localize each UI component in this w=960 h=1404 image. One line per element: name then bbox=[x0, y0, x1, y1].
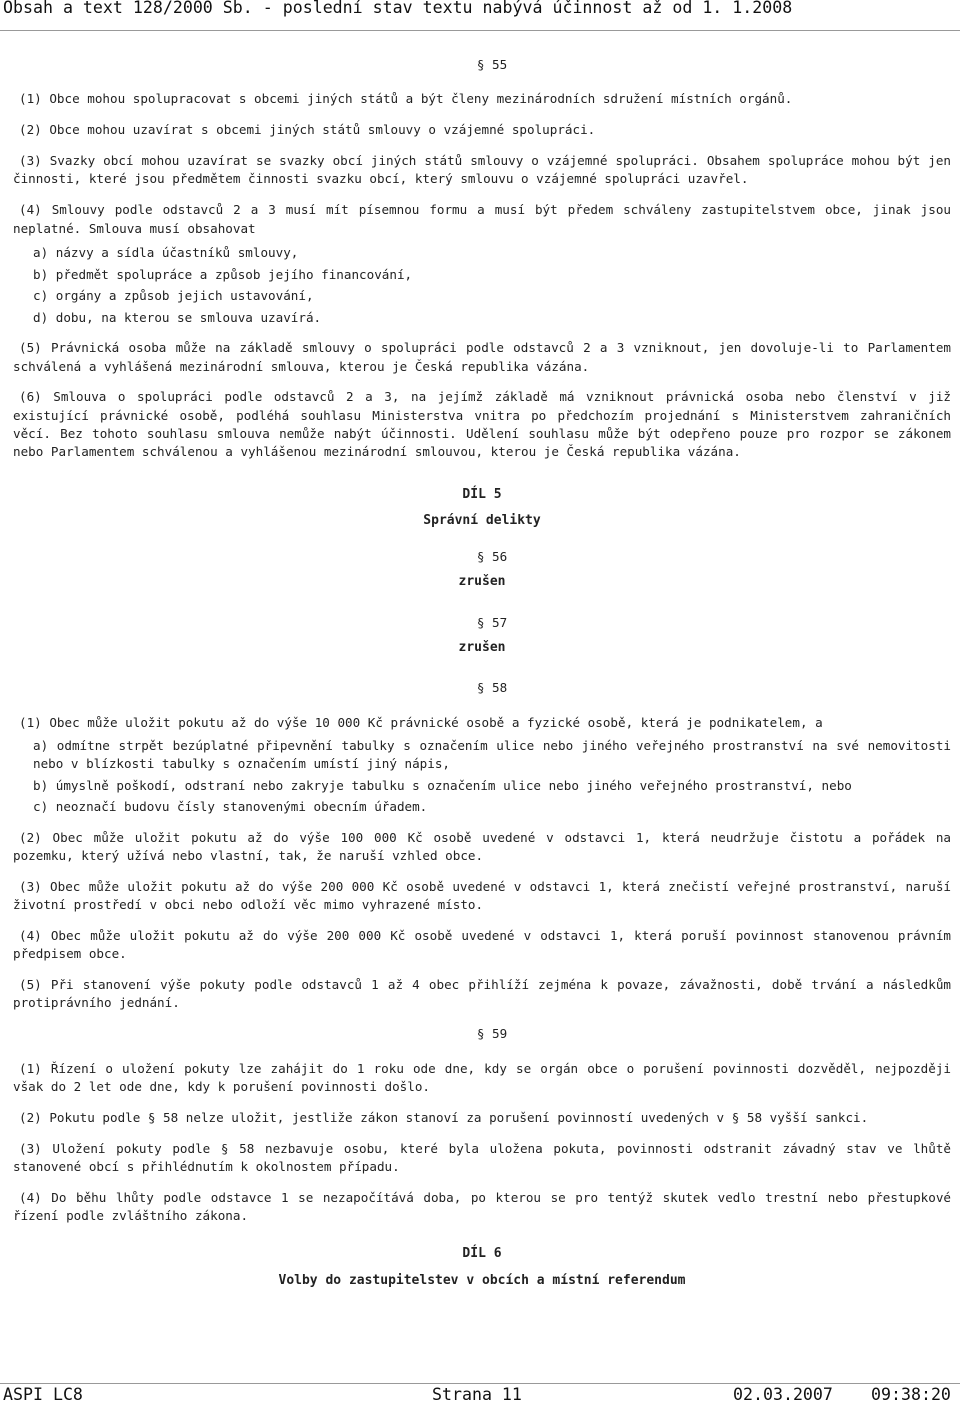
paragraph-59-1: (1) Řízení o uložení pokuty lze zahájit do 1 roku ode dne, kdy se orgán obce o porušení povinnosti dozvěděl, nejpozději však do 2 let ode dne, kdy k porušení povinnosti došlo. bbox=[13, 1060, 951, 1094]
section-heading-57: § 57 bbox=[476, 614, 508, 630]
paragraph-59-2: (2) Pokutu podle § 58 nelze uložit, jestliže zákon stanoví za porušení povinností uvedených v § 58 vyšší sankci. bbox=[19, 1109, 869, 1125]
part-label-5: DÍL 5 bbox=[462, 486, 502, 502]
footer-page-number: Strana 11 bbox=[432, 1385, 522, 1404]
paragraph-58-1: (1) Obec může uložit pokutu až do výše 10 000 Kč právnické osobě a fyzické osobě, která je podnikatelem, a bbox=[19, 714, 823, 730]
paragraph-58-4: (4) Obec může uložit pokutu až do výše 200 000 Kč osobě uvedené v odstavci 1, která poruší povinnost stanovenou právním předpisem obce. bbox=[13, 927, 951, 962]
list-item: a) odmítne strpět bezúplatné připevnění tabulky s označením ulice nebo jiného veřejného prostranství na své nemovitosti nebo v blízkosti tabulky s označením umístí jiný nápis, bbox=[33, 737, 951, 772]
list-item: c) neoznačí budovu čísly stanovenými obecním úřadem. bbox=[33, 799, 428, 815]
part-title-5: Správní delikty bbox=[423, 512, 541, 528]
part-label-6: DÍL 6 bbox=[462, 1246, 502, 1262]
list-item: a) názvy a sídla účastníků smlouvy, bbox=[33, 245, 299, 261]
section-status-56: zrušen bbox=[458, 574, 506, 590]
section-heading-59: § 59 bbox=[476, 1026, 508, 1042]
paragraph-59-4: (4) Do běhu lhůty podle odstavce 1 se nezapočítává doba, po kterou se pro tentýž skutek vedlo trestní nebo přestupkové řízení podle zvláštního zákona. bbox=[13, 1189, 951, 1224]
list-item: c) orgány a způsob jejich ustavování, bbox=[33, 288, 314, 304]
section-heading-58: § 58 bbox=[476, 680, 508, 696]
list-item: b) úmyslně poškodí, odstraní nebo zakryje tabulku s označením ulice nebo jiného veřejného prostranství, nebo bbox=[33, 777, 852, 793]
footer-divider bbox=[0, 1383, 960, 1384]
document-title: Obsah a text 128/2000 Sb. - poslední stav textu nabývá účinnost až od 1. 1.2008 bbox=[3, 0, 793, 17]
paragraph-55-2: (2) Obce mohou uzavírat s obcemi jiných států smlouvy o vzájemné spolupráci. bbox=[19, 122, 596, 138]
paragraph-58-3: (3) Obec může uložit pokutu až do výše 200 000 Kč osobě uvedené v odstavci 1, která znečistí veřejné prostranství, naruší životní prostředí v obci nebo odloží věc mimo vyhrazené místo. bbox=[13, 878, 951, 912]
paragraph-59-3: (3) Uložení pokuty podle § 58 nezbavuje osobu, které byla uložena pokuta, povinnosti odstranit závadný stav ve lhůtě stanovené obcí s přihlédnutím k okolnostem případu. bbox=[13, 1140, 951, 1174]
paragraph-55-4: (4) Smlouvy podle odstavců 2 a 3 musí mít písemnou formu a musí být předem schváleny zastupitelstvem obce, jinak jsou neplatné. Smlouva musí obsahovat bbox=[13, 202, 951, 236]
footer-time: 09:38:20 bbox=[871, 1385, 951, 1404]
footer-date: 02.03.2007 bbox=[733, 1385, 833, 1404]
list-item: b) předmět spolupráce a způsob jejího financování, bbox=[33, 266, 413, 282]
section-heading-56: § 56 bbox=[476, 549, 508, 565]
list-58-1 bbox=[13, 737, 951, 817]
paragraph-55-1: (1) Obce mohou spolupracovat s obcemi jiných států a být členy mezinárodních sdružení místních orgánů. bbox=[19, 91, 793, 107]
list-item: d) dobu, na kterou se smlouva uzavírá. bbox=[33, 309, 322, 325]
paragraph-55-5: (5) Právnická osoba může na základě smlouvy o spolupráci podle odstavců 2 a 3 vzniknout, jen dovoluje-li to Parlamentem schválená a vyhlášená mezinárodní smlouva, kterou je Česká republika vázána. bbox=[13, 340, 951, 374]
paragraph-55-3: (3) Svazky obcí mohou uzavírat se svazky obcí jiných států smlouvy o vzájemné spolupráci. Obsahem spolupráce mohou být jen činnosti, které jsou předmětem činnosti svazku obcí, který smlouvu o vzájemné spolupráci uzavřel. bbox=[13, 153, 951, 187]
document-body bbox=[13, 56, 951, 1308]
footer-source: ASPI LC8 bbox=[3, 1385, 83, 1404]
paragraph-58-2: (2) Obec může uložit pokutu až do výše 100 000 Kč osobě uvedené v odstavci 1, která neudržuje čistotu a pořádek na pozemku, který užívá nebo vlastní, tak, že naruší vzhled obce. bbox=[13, 829, 951, 863]
section-heading-55: § 55 bbox=[476, 57, 508, 72]
list-55-4 bbox=[13, 244, 951, 327]
paragraph-58-5: (5) Při stanovení výše pokuty podle odstavců 1 až 4 obec přihlíží zejména k povaze, závažnosti, době trvání a následkům protiprávního jednání. bbox=[13, 977, 951, 1011]
page-header bbox=[0, 0, 960, 32]
section-status-57: zrušen bbox=[458, 640, 506, 656]
header-divider bbox=[0, 30, 960, 31]
paragraph-55-6: (6) Smlouva o spolupráci podle odstavců 2 a 3, na jejímž základě má vzniknout právnická osoba nebo členství v již existující právnické osobě, podléhá souhlasu Ministerstva vnitra po předchozím projednání s Ministerstvem zahraničních věcí. Bez tohoto souhlasu smlouva nemůže nabýt účinnosti. Udělení souhlasu může být odepřeno pouze pro rozpor se zákonem nebo Parlamentem schválenou a vyhlášenou mezinárodní smlouvou, kterou je Česká republika vázána. bbox=[13, 389, 951, 460]
part-title-6: Volby do zastupitelstev v obcích a místní referendum bbox=[278, 1272, 686, 1288]
page-footer bbox=[0, 1383, 960, 1403]
